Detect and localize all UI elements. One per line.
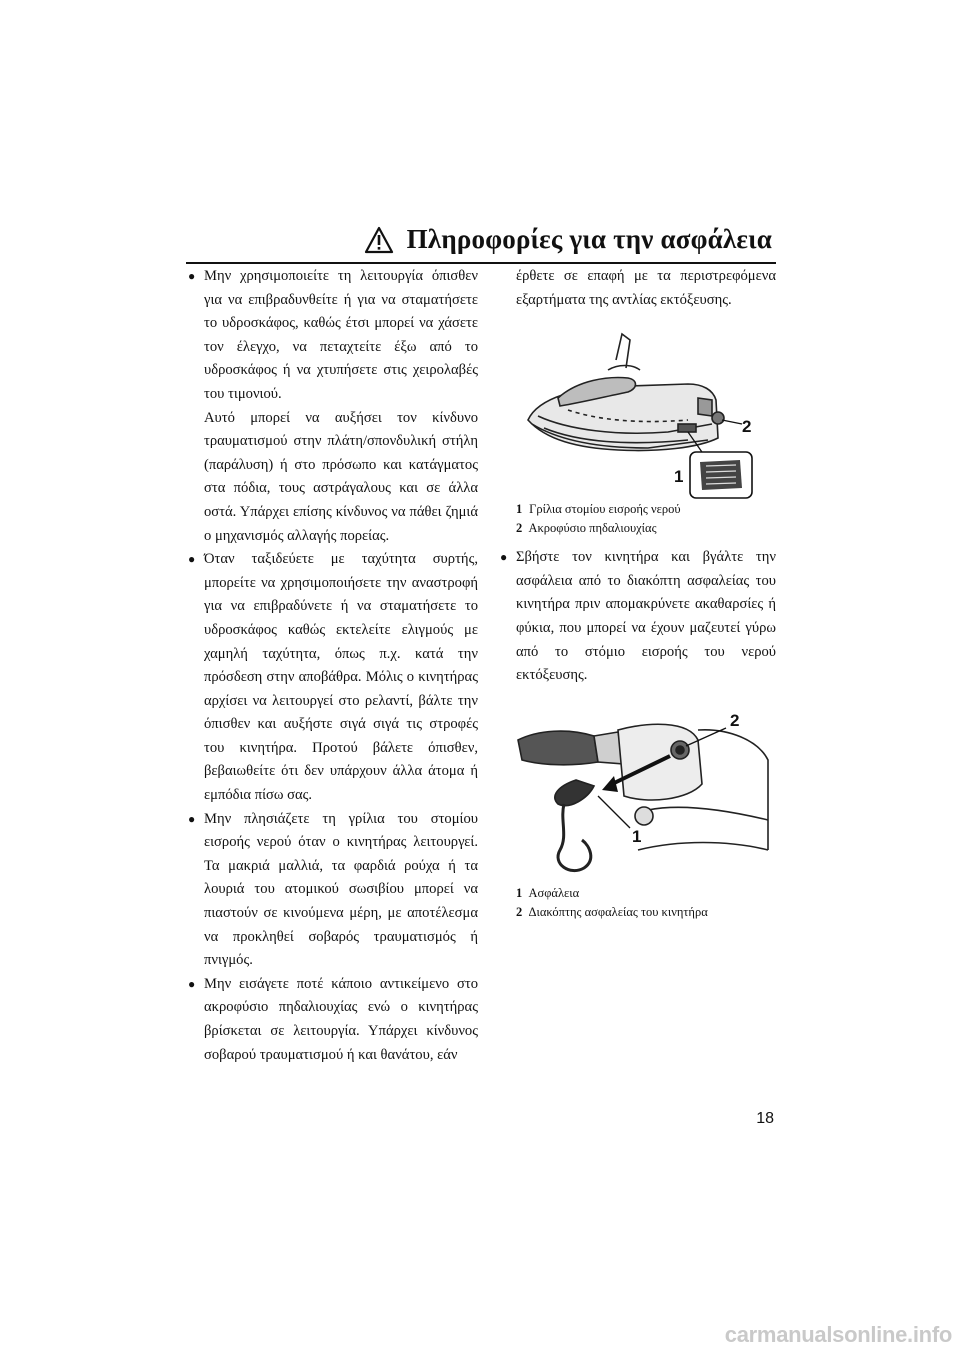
bullet-item-trolling-speed [186,548,478,808]
figure-caption-list [498,884,776,922]
continuation-text: έρθετε σε επαφή με τα περιστρεφόμενα εξαρτήματα της αντλίας εκτόξευσης. [516,268,776,308]
shutoff-switch-illustration [498,700,776,884]
figure-shutoff-switch [498,700,776,884]
bullet-item-reverse-warning [186,265,478,548]
callout-label: 1 [632,826,642,846]
bullet-dot-icon: ● [188,811,196,826]
watercraft-illustration [498,320,776,500]
bullet-dot-icon: ● [188,976,196,991]
paragraph: Σβήστε τον κινητήρα και βγάλτε την ασφάλεια από το διακόπτη ασφαλείας του κινητήρα πριν απομακρύνετε ακαθαρσίες ή φύκια, που μπορεί να έχουν μαζευτεί γύρω από το στόμιο εισροής του νερού εκτόξευσης. [516,549,776,684]
callout-label: 2 [742,417,752,437]
paragraph: Μην εισάγετε ποτέ κάποιο αντικείμενο στο ακροφύσιο πηδαλιουχίας ενώ ο κινητήρας βρίσκεται σε λειτουργία. Υπάρχει κίνδυνος σοβαρού τραυματισμού ή και θανάτου, εάν [204,975,478,1063]
bullet-dot-icon: ● [500,550,508,565]
warning-triangle-icon [364,226,394,254]
page-title: Πληροφορίες για την ασφάλεια [406,224,772,254]
page-number: 18 [756,1110,774,1127]
paragraph: Όταν ταξιδεύετε με ταχύτητα συρτής, μπορείτε να χρησιμοποιήσετε την αναστροφή για να επιβραδύνετε ή να σταματήσετε το υδροσκάφος καθώς εκτελείτε ελιγμούς με χαμηλή ταχύτητα, όπως π.χ. κατά την πρόσδεση στην αποβάθρα. Μόλις ο κινητήρας αρχίσει να λειτουργεί στο ρελαντί, βάλτε την όπισθεν και αυξήστε σιγά σιγά τις στροφές του κινητήρα. Προτού βάλετε όπισθεν, βεβαιωθείτε ότι δεν υπάρχουν άλλα άτομα ή εμπόδια πίσω σας. [204,551,478,804]
paragraph: Αυτό μπορεί να αυξήσει τον κίνδυνο τραυματισμού στην πλάτη/σπονδυλική στήλη (παράλυση) ή στο πρόσωπο και κατάγματος στα πόδια, τους αστράγαλους και σε άλλα οστά. Υπάρχει επίσης κίνδυνος να πάθει ζημιά ο μηχανισμός αλλαγής πορείας. [204,409,478,544]
callout-label: 1 [674,467,684,487]
bullet-dot-icon: ● [188,269,196,283]
figure-caption-list [498,500,776,538]
caption-item: 1 Ασφάλεια [516,885,580,900]
paragraph: Μην πλησιάζετε τη γρίλια του στομίου εισροής νερού όταν ο κινητήρας λειτουργεί. Τα μακριά μαλλιά, τα φαρδιά ρούχα ή τα λουριά του ατομικού σωσιβίου μπορεί να πιαστούν σε κινούμενα μέρη, με αποτέλεσμα να προκληθεί σοβαρός τραυματισμός ή πνιγμός. [204,810,478,969]
watermark: carmanualsonline.info [724,1322,952,1347]
bullet-item-intake-grate [186,808,478,973]
right-column [498,265,776,922]
caption-item: 2 Διακόπτης ασφαλείας του κινητήρα [516,904,708,919]
figure-watercraft-intake [498,320,776,500]
paragraph: Μην χρησιμοποιείτε τη λειτουργία όπισθεν για να επιβραδυνθείτε ή για να σταματήσετε το υδροσκάφος, καθώς έτσι μπορεί να χάσετε τον έλεγχο, να πεταχτείτε έξω από το υδροσκάφος ή να χτυπήσετε στις χειρολαβές του τιμονιού. [204,268,478,402]
bullet-dot-icon: ● [188,552,196,567]
left-column [186,265,478,1067]
bullet-item-jet-nozzle [186,973,478,1067]
page-header [186,222,776,264]
callout-label: 2 [730,710,740,730]
bullet-item-engine-shutoff [498,546,776,688]
caption-item: 1 Γρίλια στομίου εισροής νερού [516,502,681,517]
caption-item: 2 Ακροφύσιο πηδαλιουχίας [516,521,657,536]
